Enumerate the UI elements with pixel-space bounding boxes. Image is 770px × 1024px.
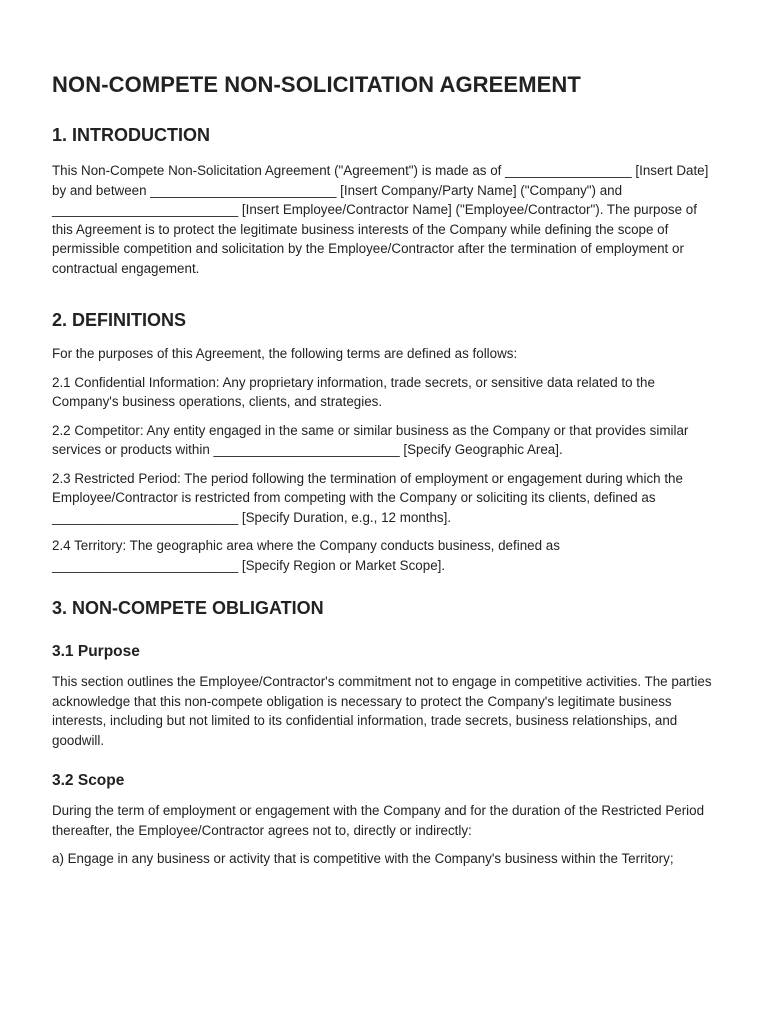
subsection-purpose-heading: 3.1 Purpose [52, 643, 140, 660]
document-title: NON-COMPETE NON-SOLICITATION AGREEMENT [52, 72, 581, 97]
introduction-paragraph: This Non-Compete Non-Solicitation Agreement ("Agreement") is made as of _________________ [Insert Date] by and between _________________________ [Insert Company/Party Name] ("Company") and _________________________ [Insert Employee/Contractor Name] ("Employee/Contractor"). The purpose of this Agreement is to protect the legitimate business interests of the Company while defining the scope of permissible competition and solicitation by the Employee/Contractor after the termination of employment or contractual engagement. [52, 163, 709, 276]
definition-territory: 2.4 Territory: The geographic area where the Company conducts business, defined as _________________________ [Specify Region or Market Scope]. [52, 538, 560, 573]
section-introduction-heading: 1. INTRODUCTION [52, 125, 211, 145]
purpose-paragraph: This section outlines the Employee/Contractor's commitment not to engage in competitive activities. The parties acknowledge that this non-compete obligation is necessary to protect the Company's legitimate business interests, including but not limited to its confidential information, trade secrets, business relationships, and goodwill. [52, 674, 712, 748]
definitions-intro: For the purposes of this Agreement, the following terms are defined as follows: [52, 346, 518, 361]
definition-restricted-period: 2.3 Restricted Period: The period following the termination of employment or engagement during which the Employee/Contractor is restricted from competing with the Company or soliciting its clients, defined as _________________________ [Specify Duration, e.g., 12 months]. [52, 470, 683, 525]
scope-item-a: a) Engage in any business or activity that is competitive with the Company's business within the Territory; [52, 851, 674, 866]
definition-confidential-information: 2.1 Confidential Information: Any proprietary information, trade secrets, or sensitive data related to the Company's business operations, clients, and strategies. [52, 374, 655, 409]
section-definitions-heading: 2. DEFINITIONS [52, 310, 187, 330]
document-page [52, 71, 720, 869]
scope-paragraph: During the term of employment or engagement with the Company and for the duration of the Restricted Period thereafter, the Employee/Contractor agrees not to, directly or indirectly: [52, 803, 705, 838]
definition-competitor: 2.2 Competitor: Any entity engaged in the same or similar business as the Company or that provides similar services or products within _________________________ [Specify Geographic Area]. [52, 422, 689, 457]
section-non-compete-heading: 3. NON-COMPETE OBLIGATION [52, 598, 324, 618]
subsection-scope-heading: 3.2 Scope [52, 772, 125, 789]
